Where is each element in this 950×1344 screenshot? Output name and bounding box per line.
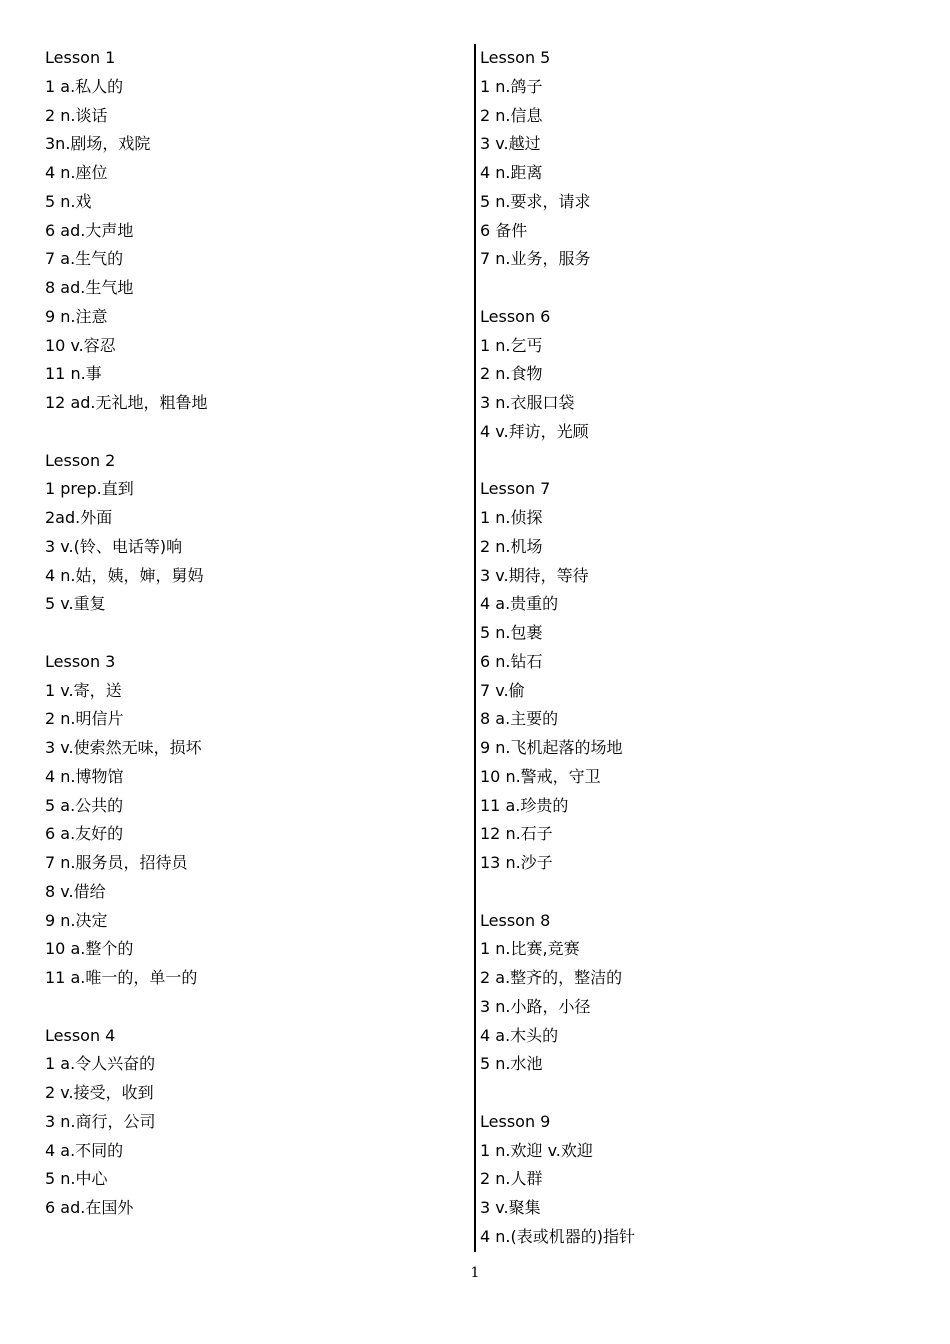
lesson-spacer xyxy=(480,447,920,476)
lesson-title: Lesson 8 xyxy=(480,910,551,930)
vocab-item: 1 n.乞丐 xyxy=(480,335,543,355)
vocab-item: 2 n.信息 xyxy=(480,105,543,125)
vocab-item: 4 n.座位 xyxy=(45,163,108,182)
vocab-item: 5 n.包裹 xyxy=(480,623,543,642)
vocab-item: 2 n.明信片 xyxy=(45,709,124,729)
vocab-item: 4 n.姑，姨，婶，舅妈 xyxy=(45,565,204,585)
vocab-item: 13 n.沙子 xyxy=(480,853,553,872)
vocab-item: 2 a.整齐的，整洁的 xyxy=(480,968,623,987)
vocab-item: 2 n.食物 xyxy=(480,364,543,384)
vocab-item: 3 v.期待，等待 xyxy=(480,565,589,585)
vocab-item: 3 v.(铃、电话等)响 xyxy=(45,536,183,556)
vocab-item: 1 n.比赛,竞赛 xyxy=(480,939,580,959)
vocab-item: 9 n.注意 xyxy=(45,306,108,326)
vocab-item: 5 n.戏 xyxy=(45,191,92,211)
vocab-item: 4 a.贵重的 xyxy=(480,594,559,614)
vocab-item: 2 n.谈话 xyxy=(45,105,108,125)
lesson-title: Lesson 5 xyxy=(480,48,551,67)
lesson-title: Lesson 1 xyxy=(45,48,116,67)
vocab-item: 10 n.警戒，守卫 xyxy=(480,766,601,786)
vocab-item: 5 n.水池 xyxy=(480,1054,543,1074)
lesson-spacer xyxy=(45,993,445,1022)
lesson-section xyxy=(480,475,920,878)
lesson-section xyxy=(480,907,920,1080)
lesson-spacer xyxy=(480,274,920,303)
vocab-item: 7 n.业务，服务 xyxy=(480,249,591,269)
lesson-section xyxy=(45,1022,445,1223)
vocab-item: 1 v.寄，送 xyxy=(45,680,122,700)
vocab-item: 3 n.小路，小径 xyxy=(480,996,591,1016)
lesson-title: Lesson 7 xyxy=(480,479,551,499)
vocab-item: 4 n.(表或机器的)指针 xyxy=(480,1226,635,1246)
lesson-title: Lesson 9 xyxy=(480,1111,551,1131)
vocab-item: 11 a.珍贵的 xyxy=(480,795,569,815)
vocab-item: 10 v.容忍 xyxy=(45,335,116,355)
vocab-item: 12 n.石子 xyxy=(480,824,553,844)
lesson-spacer xyxy=(45,619,445,648)
lesson-title: Lesson 6 xyxy=(480,306,551,326)
vocab-item: 5 a.公共的 xyxy=(45,795,124,815)
lesson-section xyxy=(45,447,445,620)
page-number: 1 xyxy=(470,1265,480,1281)
right-column xyxy=(480,44,920,1252)
left-column xyxy=(45,44,445,1223)
lesson-title: Lesson 3 xyxy=(45,651,116,671)
vocab-item: 11 n.事 xyxy=(45,364,102,384)
vocab-item: 9 n.飞机起落的场地 xyxy=(480,738,623,757)
vocab-item: 6 n.钻石 xyxy=(480,651,543,671)
vocab-item: 2 v.接受，收到 xyxy=(45,1083,154,1102)
vocab-item: 6 ad.大声地 xyxy=(45,220,134,240)
vocab-item: 4 n.博物馆 xyxy=(45,766,124,786)
lesson-section xyxy=(480,1108,920,1252)
vocab-item: 11 a.唯一的，单一的 xyxy=(45,968,198,987)
vocab-item: 3 v.使索然无味，损坏 xyxy=(45,738,202,757)
vocab-item: 6 a.友好的 xyxy=(45,824,124,844)
vocab-item: 4 a.不同的 xyxy=(45,1140,124,1160)
lesson-spacer xyxy=(45,418,445,447)
lesson-section xyxy=(480,303,920,447)
vocab-item: 1 a.私人的 xyxy=(45,76,124,96)
vocab-item: 1 prep.直到 xyxy=(45,479,134,499)
vocab-item: 3 n.衣服口袋 xyxy=(480,393,575,412)
vocab-item: 3 v.越过 xyxy=(480,134,541,154)
vocab-item: 8 v.借给 xyxy=(45,881,106,901)
vocab-item: 6 ad.在国外 xyxy=(45,1198,134,1217)
vocab-item: 12 ad.无礼地，粗鲁地 xyxy=(45,393,208,412)
vocab-item: 10 a.整个的 xyxy=(45,939,134,959)
vocab-item: 7 n.服务员，招待员 xyxy=(45,853,188,872)
vocab-item: 1 a.令人兴奋的 xyxy=(45,1054,156,1074)
vocab-item: 5 n.中心 xyxy=(45,1169,108,1189)
vocab-item: 2ad.外面 xyxy=(45,508,113,527)
vocab-item: 5 n.要求，请求 xyxy=(480,191,591,211)
vocab-item: 2 n.机场 xyxy=(480,536,543,556)
vocab-item: 4 n.距离 xyxy=(480,163,543,182)
vocab-item: 1 n.侦探 xyxy=(480,508,543,527)
vocab-item: 3 n.商行，公司 xyxy=(45,1111,156,1131)
vocab-item: 3 v.聚集 xyxy=(480,1198,541,1217)
vocab-item: 8 ad.生气地 xyxy=(45,278,134,297)
column-divider xyxy=(474,44,476,1252)
vocab-item: 3n.剧场，戏院 xyxy=(45,134,151,154)
lesson-title: Lesson 2 xyxy=(45,450,116,470)
vocab-item: 7 v.偷 xyxy=(480,680,525,700)
vocab-item: 6 备件 xyxy=(480,220,528,240)
lesson-spacer xyxy=(480,1079,920,1108)
vocab-item: 1 n.鸽子 xyxy=(480,76,543,96)
vocab-item: 8 a.主要的 xyxy=(480,709,559,729)
vocab-item: 7 a.生气的 xyxy=(45,249,124,269)
vocab-item: 4 v.拜访，光顾 xyxy=(480,421,589,441)
lesson-spacer xyxy=(480,878,920,907)
lesson-section xyxy=(45,648,445,993)
vocab-item: 2 n.人群 xyxy=(480,1169,543,1189)
vocab-item: 5 v.重复 xyxy=(45,594,106,614)
vocab-item: 9 n.决定 xyxy=(45,910,108,930)
lesson-section xyxy=(45,44,445,418)
vocab-item: 4 a.木头的 xyxy=(480,1025,559,1045)
lesson-title: Lesson 4 xyxy=(45,1025,116,1045)
lesson-section xyxy=(480,44,920,274)
vocab-item: 1 n.欢迎 v.欢迎 xyxy=(480,1140,593,1160)
